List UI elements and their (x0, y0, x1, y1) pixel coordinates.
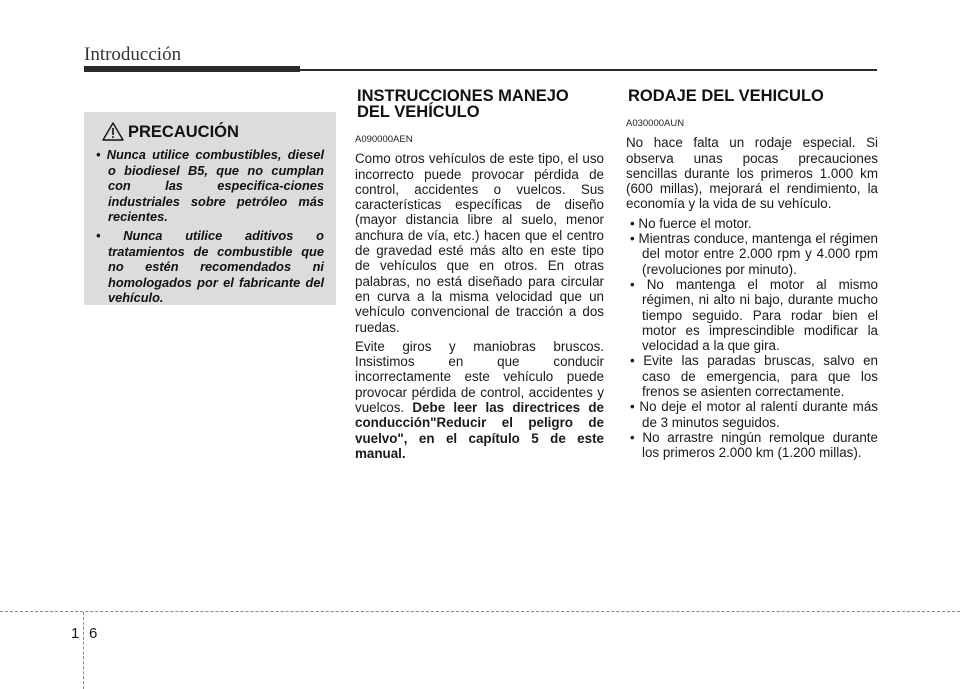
header-title: Introducción (84, 44, 182, 65)
list-item-text: No mantenga el motor al mismo régimen, ni alto ni bajo, durante mucho tiempo seguido. Para rodar bien el motor es imprescindible modificar la velocidad a la que gira. (642, 276, 878, 354)
caution-item: • Nunca utilice aditivos o tratamientos de combustible que no estén recomendados ni homologados por el fabricante del vehículo. (96, 227, 324, 306)
list-item-text: Evite las paradas bruscas, salvo en caso de emergencia, para que los frenos se asienten correctamente. (642, 353, 878, 400)
caution-item-text: Nunca utilice combustibles, diesel o biodiesel B5, que no cumplan con las especifica-ciones industriales sobre petróleo más recientes. (106, 147, 324, 225)
caution-title: PRECAUCIÓN (128, 123, 239, 141)
header-rule-thick (84, 66, 300, 72)
section-driving (355, 88, 604, 465)
footer-rule-vertical (83, 612, 84, 689)
list-item: • No deje el motor al ralentí durante más de 3 minutos seguidos. (630, 399, 878, 430)
section-breakin-list (626, 216, 878, 461)
section-breakin-code: A030000AUN (626, 118, 685, 129)
list-item: • No fuerce el motor. (630, 215, 752, 231)
list-item: • No arrastre ningún remolque durante los primeros 2.000 km (1.200 millas). (630, 429, 878, 461)
caution-list (92, 147, 324, 306)
section-driving-para2 (355, 339, 604, 461)
list-item-text: No deje el motor al ralentí durante más de 3 minutos seguidos. (639, 399, 878, 430)
caution-item-text: Nunca utilice aditivos o tratamientos de combustible que no estén recomendados ni homologados por el fabricante del vehículo. (108, 227, 324, 306)
page-number: 6 (89, 625, 98, 642)
section-driving-para2-text: Evite giros y maniobras bruscos. Insistimos en que conducir incorrectamente este vehículo puede provocar pérdida de control, accidentes y vuelcos. (355, 338, 604, 416)
section-driving-para1: Como otros vehículos de este tipo, el uso incorrecto puede provocar pérdida de control, accidentes o vuelcos. Sus características específicas de diseño (mayor distancia libre al suelo, menor anchura de vía, etc.) hacen que el centro de gravedad esté más alto en este tipo de vehículos que en otros. En otras palabras, no está diseñado para circular en curva a la misma velocidad que un vehículo convencional de tracción a dos ruedas. (355, 151, 604, 335)
chapter-number: 1 (71, 625, 80, 642)
list-item-text: No arrastre ningún remolque durante los primeros 2.000 km (1.200 millas). (642, 429, 878, 461)
list-item: • Evite las paradas bruscas, salvo en caso de emergencia, para que los frenos se asienten correctamente. (630, 353, 878, 400)
section-driving-code: A090000AEN (355, 134, 413, 145)
caution-item: • Nunca utilice combustibles, diesel o biodiesel B5, que no cumplan con las especifica-ciones industriales sobre petróleo más recientes. (96, 147, 324, 225)
section-breakin-intro: No hace falta un rodaje especial. Si observa unas pocas precauciones sencillas durante los primeros 1.000 km (600 millas), mejorará el rendimiento, la economía y la vida de su vehículo. (626, 135, 878, 212)
footer-rule-horizontal (0, 611, 960, 612)
section-breakin (626, 88, 878, 461)
caution-header (102, 122, 324, 141)
list-item-text: No fuerce el motor. (638, 215, 752, 231)
section-driving-para2-bold: Debe leer las directrices de conducción"Reducir el peligro de vuelvo", en el capítulo 5 de este manual. (355, 400, 604, 461)
section-driving-heading: INSTRUCCIONES MANEJO DEL VEHÍCULO (357, 87, 569, 121)
list-item: • Mientras conduce, mantenga el régimen del motor entre 2.000 rpm y 4.000 rpm (revoluciones por minuto). (630, 231, 878, 277)
list-item: • No mantenga el motor al mismo régimen, ni alto ni bajo, durante mucho tiempo seguido. Para rodar bien el motor es imprescindible modificar la velocidad a la que gira. (630, 276, 878, 354)
section-breakin-heading: RODAJE DEL VEHICULO (628, 87, 824, 105)
caution-box (84, 112, 336, 305)
list-item-text: Mientras conduce, mantenga el régimen del motor entre 2.000 rpm y 4.000 rpm (revoluciones por minuto). (638, 231, 878, 277)
header-rule-thin (300, 69, 877, 71)
warning-triangle-icon (102, 122, 124, 141)
